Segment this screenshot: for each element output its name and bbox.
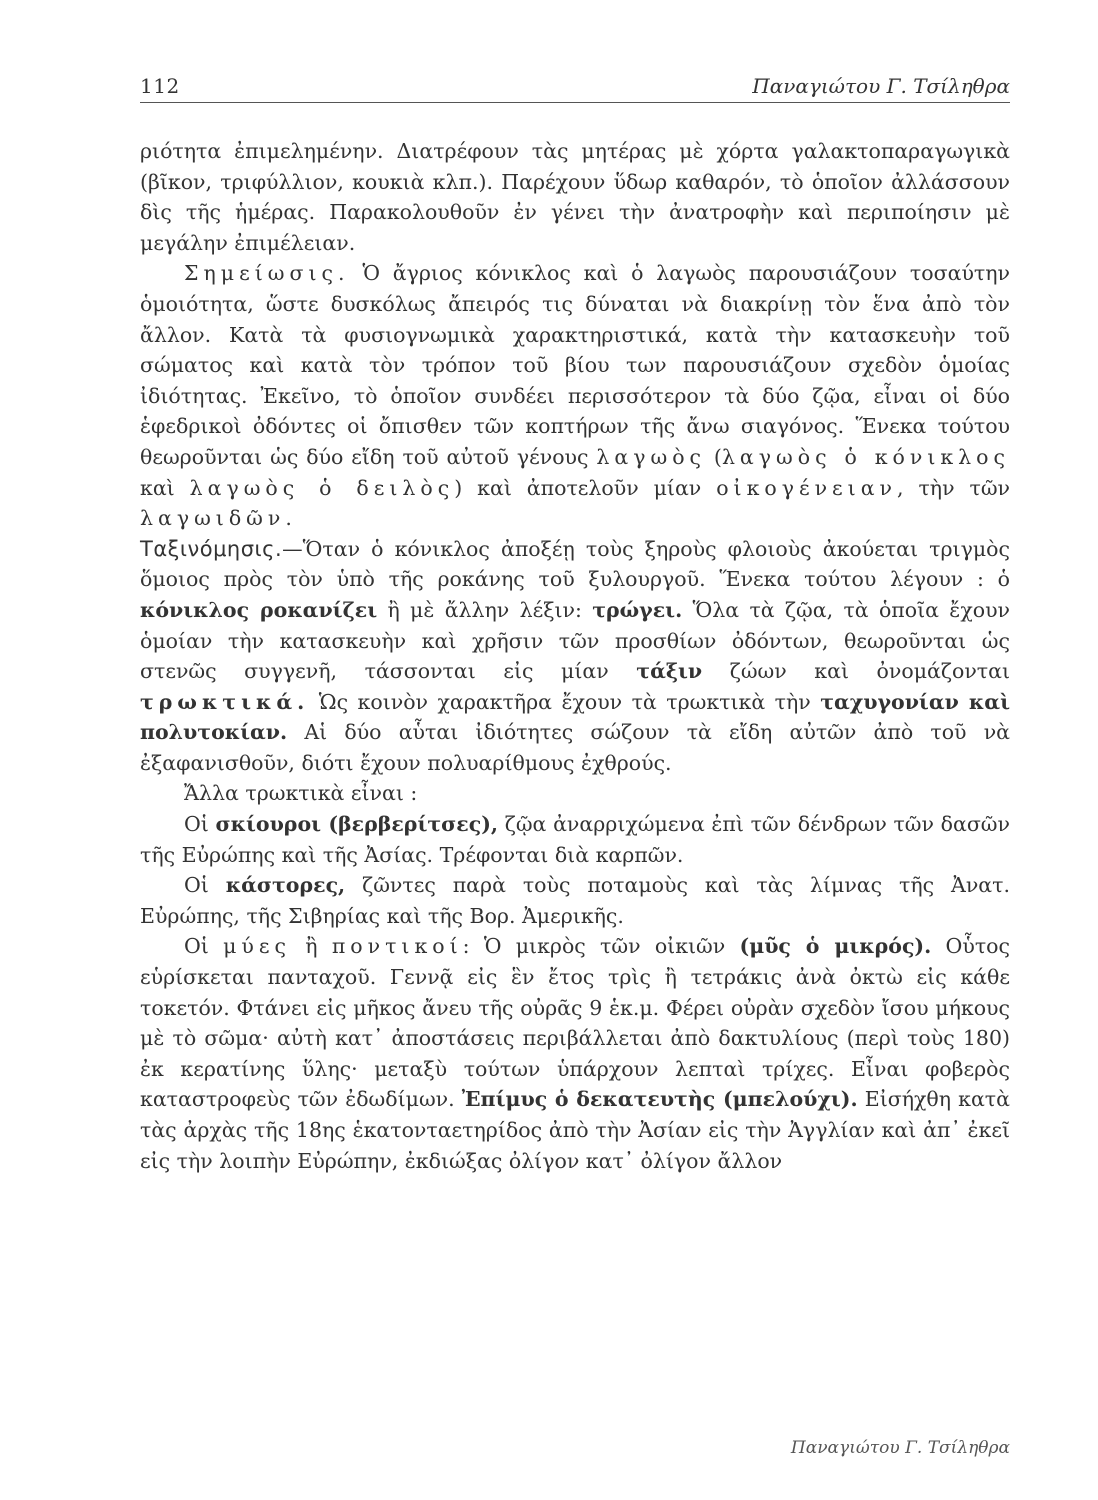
bold-term: κάστορες, xyxy=(225,873,346,898)
bold-term: σκίουροι (βερβερίτσες), xyxy=(215,812,499,837)
text-run: ζώων καὶ ὀνομάζονται xyxy=(702,659,1011,684)
paragraph-list-intro xyxy=(140,778,1010,809)
paragraph-continuation xyxy=(140,136,1010,258)
text-run: ζῷα ἀναρριχώμενα ἐπὶ τῶν δένδρων τῶν δασῶν τῆς Εὐρώπης καὶ τῆς Ἀσίας. Τρέφονται διὰ καρπῶν. xyxy=(140,812,1010,867)
text-run: Οὗτος εὑρίσκεται πανταχοῦ. Γεννᾷ εἰς ἓν ἔτος τρὶς ἢ τετράκις ἀνὰ ὀκτὼ εἰς κάθε τοκετόν. Φτάνει εἰς μῆκος ἄνευ τῆς οὐρᾶς 9 ἑκ.μ. Φέρει οὐρὰν σχεδὸν ἴσου μήκους μὲ τὸ σῶμα· αὐτὴ κατ᾽ ἀποστάσεις περιβάλλεται ἀπὸ δακτυλίους (περὶ τοὺς 180) ἐκ κερατίνης ὕλης· μεταξὺ τούτων ὑπάρχουν λεπταὶ τρίχες. Εἶναι φοβερὸς καταστροφεὺς τῶν ἐδωδίμων. xyxy=(140,934,1010,1112)
text-run: Οἱ xyxy=(184,873,226,898)
paragraph-note xyxy=(140,258,1010,533)
text-run: ἢ xyxy=(291,934,332,959)
text-run: . xyxy=(285,506,292,531)
text-run: Οἱ xyxy=(184,812,216,837)
spaced-term: τρωκτικά. xyxy=(140,689,310,714)
text-run: καὶ xyxy=(140,475,190,500)
text-run: , τὴν τῶν xyxy=(897,475,1010,500)
text-run: Ἄλλα τρωκτικὰ εἶναι : xyxy=(184,781,418,806)
spaced-term: μύες xyxy=(223,934,291,959)
text-run: ( xyxy=(706,444,722,469)
text-run: Εἰσήχθη κατὰ τὰς ἀρχὰς τῆς 18ης ἑκατονταετηρίδος ἀπὸ τὴν Ἀσίαν εἰς τὴν Ἀγγλίαν καὶ ἀπ᾽ ἐκεῖ εἰς τὴν λοιπὴν Εὐρώπην, ἐκδιώξας ὀλίγον κατ᾽ ὀλίγον ἄλλον xyxy=(140,1087,1010,1173)
text-run: Ὅλα τὰ ζῷα, τὰ ὁποῖα ἔχουν ὁμοίαν τὴν κατασκευὴν καὶ χρῆσιν τῶν προσθίων ὀδόντων, θεωροῦνται ὡς στενῶς συγγενῆ, τάσσονται εἰς μίαν xyxy=(140,597,1011,684)
page-number: 112 xyxy=(140,74,180,98)
bold-term: (μῦς ὁ μικρός). xyxy=(739,934,932,959)
running-title: Παναγιώτου Γ. Τσίληθρα xyxy=(752,74,1010,98)
footer-signature: Παναγιώτου Γ. Τσίληθρα xyxy=(790,1438,1010,1458)
spaced-term: ποντικοί xyxy=(331,934,463,959)
paragraph-classification xyxy=(140,534,1010,779)
spaced-term: οἰκογένειαν xyxy=(716,475,898,500)
text-run: Οἱ xyxy=(184,934,224,959)
body-text xyxy=(140,136,1010,1176)
bold-term: τάξιν xyxy=(636,659,703,684)
note-label: Σημείωσις. xyxy=(184,261,350,286)
paragraph-squirrels xyxy=(140,809,1010,870)
spaced-term: λαγωὸς ὁ δειλὸς xyxy=(189,475,455,500)
paragraph-beavers xyxy=(140,870,1010,931)
text-run: Αἱ δύο αὗται ἰδιότητες σώζουν τὰ εἴδη αὐτῶν ἀπὸ τοῦ νὰ ἐξαφανισθοῦν, διότι ἔχουν πολυαρίθμους ἐχθρούς. xyxy=(140,720,1010,775)
bold-term: κόνικλος ροκανίζει xyxy=(140,597,378,622)
spaced-term: λαγωιδῶν xyxy=(140,506,286,531)
section-heading: Ταξινόμησις. xyxy=(140,536,283,561)
page-header xyxy=(140,72,1010,103)
bold-term: τρώγει. xyxy=(592,597,683,622)
text-run: ) καὶ ἀποτελοῦν μίαν xyxy=(454,475,717,500)
text-run: ἢ μὲ ἄλλην λέξιν: xyxy=(377,597,593,622)
bold-term: Ἐπίμυς ὁ δεκατευτὴς (μπελούχι). xyxy=(461,1087,858,1112)
text-run: —Ὅταν ὁ κόνικλος ἀποξέῃ τοὺς ξηροὺς φλοιοὺς ἀκούεται τριγμὸς ὅμοιος πρὸς τὸν ὑπὸ τῆς ροκάνης τοῦ ξυλουργοῦ. Ἕνεκα τούτου λέγουν : ὁ xyxy=(140,536,1010,592)
text-run: Ὡς κοινὸν χαρακτῆρα ἔχουν τὰ τρωκτικὰ τὴν xyxy=(309,689,821,714)
text-run: : Ὁ μικρὸς τῶν οἰκιῶν xyxy=(462,934,740,959)
spaced-term: λαγωὸς xyxy=(596,444,707,469)
bold-term: ταχυγονίαν καὶ πολυτοκίαν. xyxy=(140,689,1010,745)
spaced-term: λαγωὸς ὁ κόνικλος xyxy=(721,444,1010,469)
text-run: ζῶντες παρὰ τοὺς ποταμοὺς καὶ τὰς λίμνας τῆς Ἀνατ. Εὐρώπης, τῆς Σιβηρίας καὶ τῆς Βορ. Ἀμερικῆς. xyxy=(140,873,1010,928)
paragraph-mice xyxy=(140,931,1010,1176)
text-run: Ὁ ἄγριος κόνικλος καὶ ὁ λαγωὸς παρουσιάζουν τοσαύτην ὁμοιότητα, ὥστε δυσκόλως ἄπειρός τις δύναται νὰ διακρίνῃ τὸν ἕνα ἀπὸ τὸν ἄλλον. Κατὰ τὰ φυσιογνωμικὰ χαρακτηριστικά, κατὰ τὴν κατασκευὴν τοῦ σώματος καὶ κατὰ τὸν τρόπον τοῦ βίου των παρουσιάζουν σχεδὸν ὁμοίας ἰδιότητας. Ἐκεῖνο, τὸ ὁποῖον συνδέει περισσότερον τὰ δύο ζῷα, εἶναι οἱ δύο ἑφεδρικοὶ ὀδόντες οἱ ὄπισθεν τῶν κοπτήρων τῆς ἄνω σιαγόνος. Ἕνεκα τούτου θεωροῦνται ὡς δύο εἴδη τοῦ αὐτοῦ γένους xyxy=(140,261,1010,469)
text-run: ριότητα ἐπιμελημένην. Διατρέφουν τὰς μητέρας μὲ χόρτα γαλακτοπαραγωγικὰ (βῖκον, τριφύλλιον, κουκιὰ κλπ.). Παρέχουν ὕδωρ καθαρόν, τὸ ὁποῖον ἀλλάσσουν δὶς τῆς ἡμέρας. Παρακολουθοῦν ἐν γένει τὴν ἀνατροφὴν καὶ περιποίησιν μὲ μεγάλην ἐπιμέλειαν. xyxy=(140,139,1010,255)
